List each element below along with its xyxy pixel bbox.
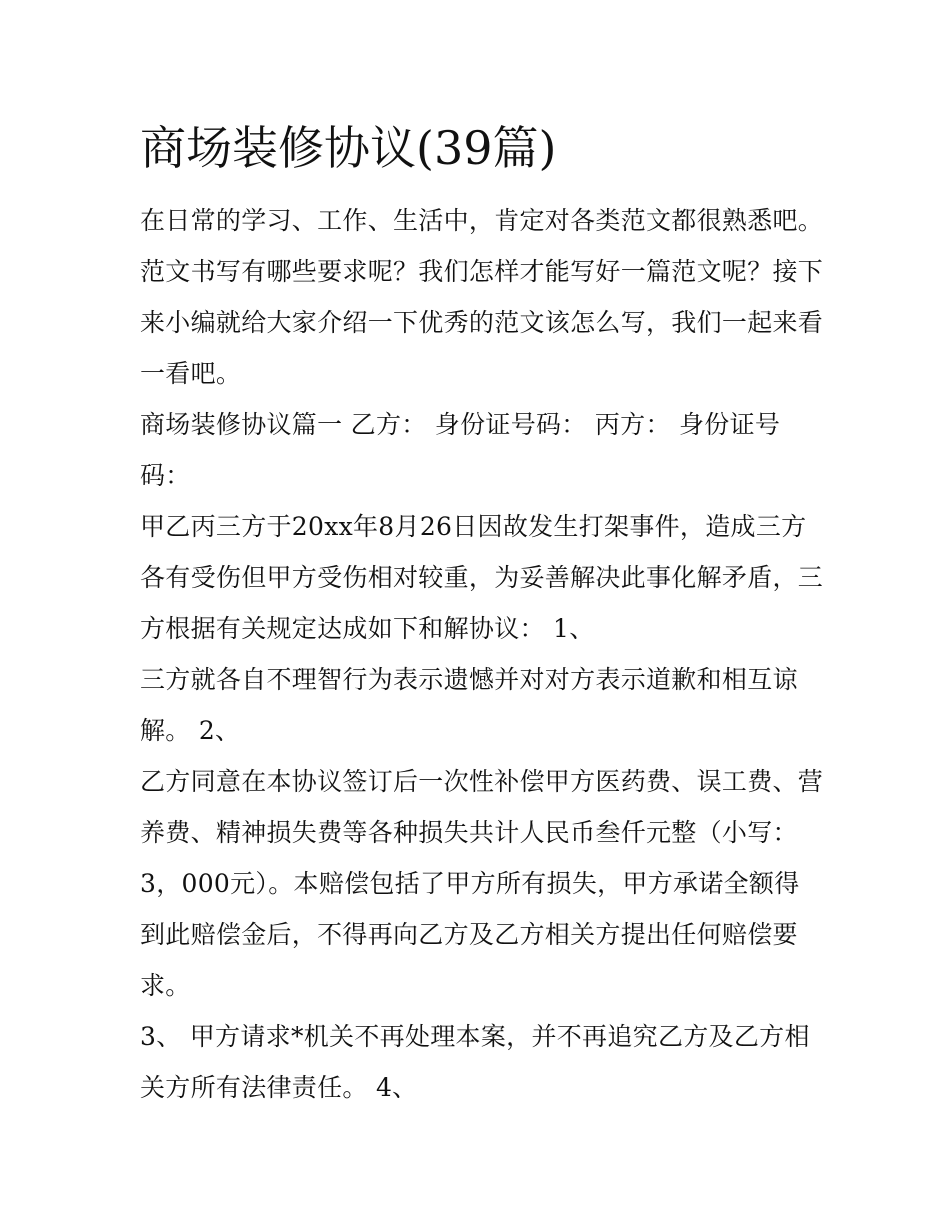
paragraph-line: 3、 甲方请求*机关不再处理本案，并不再追究乙方及乙方相 <box>140 1022 810 1051</box>
paragraph-line: 在日常的学习、工作、生活中，肯定对各类范文都很熟悉吧。 <box>140 206 824 235</box>
paragraph-line: 码： <box>140 461 191 490</box>
paragraph-line: 来小编就给大家介绍一下优秀的范文该怎么写，我们一起来看 <box>140 308 824 337</box>
paragraph-line: 范文书写有哪些要求呢？我们怎样才能写好一篇范文呢？接下 <box>140 257 824 286</box>
paragraph-line: 甲乙丙三方于20xx年8月26日因故发生打架事件，造成三方 <box>140 512 807 541</box>
document-body <box>140 195 824 1113</box>
paragraph-line: 养费、精神损失费等各种损失共计人民币叁仟元整（小写： <box>140 818 798 847</box>
paragraph-line: 商场装修协议篇一 乙方： 身份证号码： 丙方： 身份证号 <box>140 410 781 439</box>
paragraph-line: 到此赔偿金后，不得再向乙方及乙方相关方提出任何赔偿要 <box>140 920 798 949</box>
paragraph-line: 各有受伤但甲方受伤相对较重，为妥善解决此事化解矛盾，三 <box>140 563 824 592</box>
paragraph-line: 关方所有法律责任。 4、 <box>140 1073 418 1102</box>
paragraph-line: 乙方同意在本协议签订后一次性补偿甲方医药费、误工费、营 <box>140 767 824 796</box>
document-title: 商场装修协议(39篇) <box>140 121 557 175</box>
paragraph-line: 求。 <box>140 971 191 1000</box>
paragraph-line: 一看吧。 <box>140 359 242 388</box>
paragraph-line: 三方就各自不理智行为表示遗憾并对对方表示道歉和相互谅 <box>140 665 798 694</box>
paragraph-line: 方根据有关规定达成如下和解协议： 1、 <box>140 614 595 643</box>
paragraph-line: 3，000元）。本赔偿包括了甲方所有损失，甲方承诺全额得 <box>140 869 800 898</box>
paragraph-line: 解。 2、 <box>140 716 241 745</box>
